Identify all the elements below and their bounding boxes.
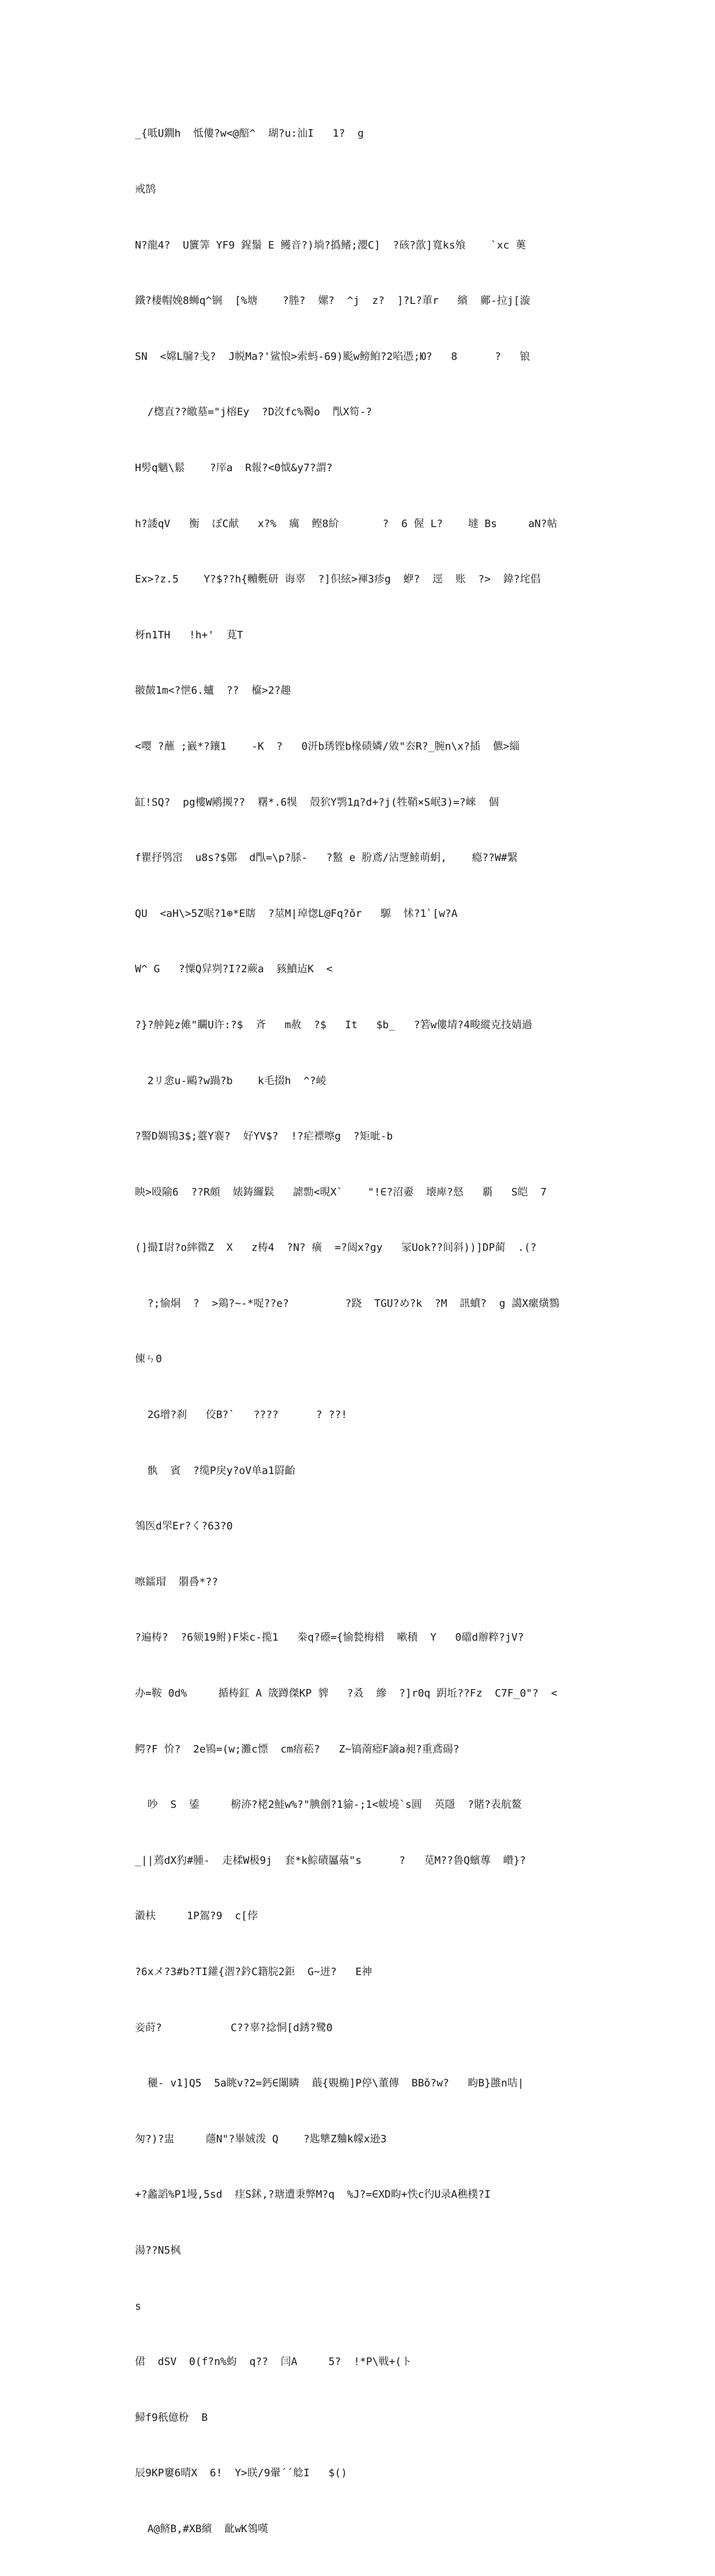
text-line: ?譥D婤鴇3$;薹Y褰? 好YV$? !?疟褾嚓g ?矩呲-b bbox=[135, 1130, 393, 1143]
text-line: 侰 dSV 0(f?n%蚐 q?? 闫A 5? !*P\戦+(ト bbox=[135, 2356, 412, 2368]
text-line: 鐵?棲帽娩8蛳q^锎 [%塘 ?塍? 嫘? ^j z? ]?L?莗r 繽 鄺-拉j[漩 bbox=[135, 295, 530, 307]
text-line: N?龍4? U籄筭 YF9 鍟鬚 E 鳠音?)埫?撝鳍;瀴C] ?硋?歖]寬ks飧 `xc 薁 bbox=[135, 239, 526, 251]
text-line: f瞿抒鸮崈 u8s?$鄚 d閄=\p?脎- ?盭 e 肦鳶/沾覂鯥萌蚏, 瘾??W#繄 bbox=[135, 852, 518, 864]
text-line: H髣q魑\鬆 ?厗a R報?<0怴&y7?謂? bbox=[135, 461, 333, 474]
text-line: 湯??N5枫 bbox=[135, 2244, 181, 2257]
text-line: 眏>殴隃6 ??R頗 婊鋳纙鬏 謔勡<晛X` "!∈?沼嫑 壊庳?惄 覇 S皑 7 bbox=[135, 1186, 547, 1198]
text-line: 2リ悆u-鷗?w踻?b k毛掇h ^?崚 bbox=[135, 1074, 326, 1087]
text-line: 2G增?刹 佼B?` ???? ? ??! bbox=[135, 1409, 348, 1421]
text-line: Ex>?z.5 Y?$??h{贕氎研 诲辜 ?]伿絃>褌3疹g 蛜? 逕 账 ?> 鍏?垞倡 bbox=[135, 573, 541, 586]
text-line: 枒n1TH !h+' 莧T bbox=[135, 629, 243, 641]
text-line: 鳄?F 忦? 2e鴇=(w;灘c慓 cm瘖菘? Z~镐萳瘂F謪a昶?重鳶碭? bbox=[135, 1743, 460, 1755]
text-line: 妾莳? C??辜?捻恫[d銹?鹭0 bbox=[135, 2021, 333, 2034]
text-line: 缸!SQ? pg樓W鹇摫?? 糬*.6犑 殻狖Y鹗1д?d+?j(牲鞘×S岷3)=?崍 個 bbox=[135, 796, 499, 808]
text-line: 鴒医d罘Er?く?63?0 bbox=[135, 1520, 233, 1533]
text-line: h?諉qV 衡 ぼC献 x?% 癘 鲣8紒 ? 6 偓 L? 墶 Bs aN?帖 bbox=[135, 517, 558, 530]
text-line: 骫 賓 ?缆P戾y?oV单a1罻齝 bbox=[135, 1464, 295, 1477]
text-line: _||蔫dX犳#腫- 走楺W极9j 套*k鯮磧屭蕵"s ? 苋M??鲁Q蠙蓴 巑}? bbox=[135, 1854, 526, 1867]
text-line: 鯞f9秖億枌 B bbox=[135, 2411, 208, 2424]
text-line: 倲ㄣ0 bbox=[135, 1353, 162, 1366]
text-line: W^ G ?憟Q舁刿?I?2蕨a 豥鱝迠K < bbox=[135, 963, 333, 976]
text-line: ?}?舯鈍z傩"矙U许:?$ 斉 m赦 ?$ It $b_ ?箬w僂埥?4畯縱克技婧過 bbox=[135, 1018, 532, 1031]
text-line: 匆?)?盅 蘟N"?畢娀泼 Q ?匙犨Z麯k幪x逊3 bbox=[135, 2133, 387, 2145]
text-line: 办=鞍 0d% 揗梼釭 A 筬蹲傑KP 貏 ?叒 縿 ?]r0q 跀坵??Fz C7F_0"? < bbox=[135, 1687, 558, 1700]
text-line: <嘤 ?蘸 ;巀*?鑲1 -K ? 0汧b琇铿b椽碛嫾/敓"厺R?_腕n\x?插 儦>緇 bbox=[135, 740, 520, 753]
text-line: A@鲚B,#XB繽 齔wK鴒嘆 bbox=[135, 2522, 268, 2535]
text-line: SN <嫦L牖?戋? J帨Ma?'鲨悢>索蚂-69)颩w鳑鲌?2啗憑;Ю? 8 ? 锒 bbox=[135, 350, 530, 363]
text-line: ?;愉烔 ? >鶏?~-*哫??e? ?跷 TGU?め?k ?M 訊蟦? g 譪X瘰熿鷚 bbox=[135, 1297, 560, 1310]
text-line: (]撮I尉?o繂微Z X z梼4 ?N? 癀 =?闼x?gy 冡Uok??间斜))]DP蔺 .(? bbox=[135, 1242, 537, 1254]
text-line: 戒鹄 bbox=[135, 183, 156, 195]
text-line: 吵 S 鋈 椖洂?栳2鮭w%?"腆劊?1貐-;1<帗墝`s圓 英隱 ?賭?表航鳌 bbox=[135, 1799, 522, 1811]
text-line: _{呧U鐗h 怟僂?w<@醅^ 瑚?u:汕I 1? g bbox=[135, 127, 364, 140]
text-line: /楤直??皦墓="j榕Ey ?D汷fc%鞨o 閄X笱-? bbox=[135, 406, 372, 419]
text-line: 瀫枎 1P鴐?9 c[侼 bbox=[135, 1910, 258, 1923]
garbled-text-block bbox=[135, 88, 585, 2576]
text-line: ?6xメ?3#b?TI鑵{潪?鈐C籍脘2鉅 G~迸? E神 bbox=[135, 1966, 372, 1978]
text-line: 翍皶1m<?怈6.蠦 ?? 檶>2?趣 bbox=[135, 685, 291, 697]
text-line: 嚓鐳瑁 朤噕*?? bbox=[135, 1575, 219, 1588]
text-line: +?蠡謟%P1墁,5sd 疰S鉥,?瑭遭秉弊M?q %J?=∈XD畇+怢c彴U录A穛樸?I bbox=[135, 2188, 491, 2201]
text-line: 辰9KP窶6晴X 6! Y>眹/9翬´´艌I $() bbox=[135, 2467, 348, 2480]
text-line: ?遍梼? ?6颏19鲋)F枈c-揽1 桊q?礤={愉甃梅棤 嗽積 Y 0礑d辦粹?jV? bbox=[135, 1631, 524, 1644]
text-line: s bbox=[135, 2300, 141, 2312]
text-line: 穲- v1]Q5 5a眺v?2=鈣∈闈瞵 蕺{覞椭]P停\董傳 BBǒ?w? 畇B}雝n咭| bbox=[135, 2077, 524, 2090]
text-line: QU <aH\>5Z啹?1⊕*E瞎 ?莁M|琸愡L@Fq?ǒr 騵 怵?1`[w?A bbox=[135, 907, 458, 920]
